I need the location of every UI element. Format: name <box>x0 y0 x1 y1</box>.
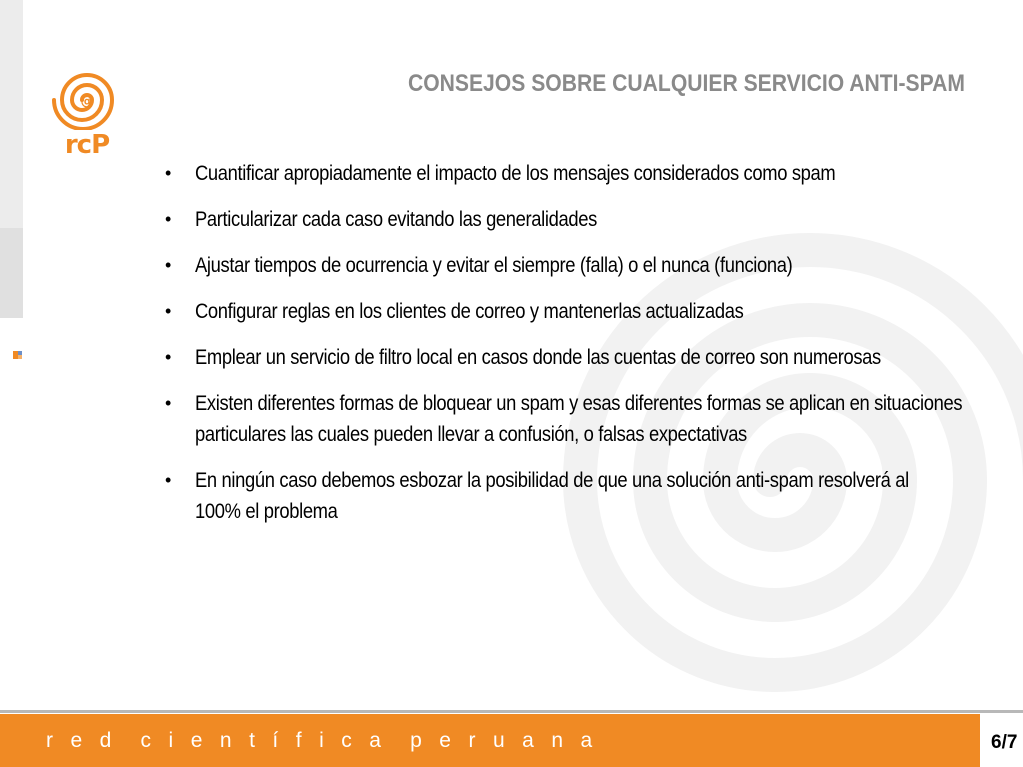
bullet-dot-icon: • <box>165 163 171 183</box>
page-number: 6/7 <box>991 732 1018 753</box>
slide-title: CONSEJOS SOBRE CUALQUIER SERVICIO ANTI-SPAM <box>407 70 965 97</box>
svg-text:@: @ <box>80 94 94 109</box>
bullet-dot-icon: • <box>165 301 171 321</box>
bullet-dot-icon: • <box>165 393 171 413</box>
bullet-dot-icon: • <box>165 347 171 367</box>
bullet-dot-icon: • <box>165 209 171 229</box>
spiral-logo-icon <box>52 68 122 130</box>
bullet-item: • Ajustar tiempos de ocurrencia y evitar el siempre (falla) o el nunca (funciona) <box>165 250 965 281</box>
bullet-item: • Existen diferentes formas de bloquear un spam y esas diferentes formas se aplican en situaciones particulares las cuales pueden llevar a confusión, o falsas expectativas <box>165 388 965 450</box>
left-decor-strip <box>0 0 23 318</box>
footer-divider <box>0 710 1023 713</box>
left-decor-band <box>0 228 23 318</box>
side-marker-icon <box>13 351 22 359</box>
bullet-dot-icon: • <box>165 470 171 490</box>
bullet-item: • Cuantificar apropiadamente el impacto de los mensajes considerados como spam <box>165 158 965 189</box>
logo-text: rcP <box>64 130 110 160</box>
footer-bar <box>0 714 1023 767</box>
bullet-item: • Particularizar cada caso evitando las generalidades <box>165 204 965 235</box>
bullet-item: • Configurar reglas en los clientes de correo y mantenerlas actualizadas <box>165 296 965 327</box>
bullet-dot-icon: • <box>165 255 171 275</box>
rcp-logo <box>52 68 122 160</box>
bullet-item: • En ningún caso debemos esbozar la posibilidad de que una solución anti-spam resolverá al 100% el problema <box>165 465 965 527</box>
page-number-box <box>980 714 1023 767</box>
bullet-list <box>165 158 965 542</box>
bullet-item: • Emplear un servicio de filtro local en casos donde las cuentas de correo son numerosas <box>165 342 965 373</box>
footer-tagline: r e d c i e n t í f i c a p e r u a n a <box>46 729 593 752</box>
